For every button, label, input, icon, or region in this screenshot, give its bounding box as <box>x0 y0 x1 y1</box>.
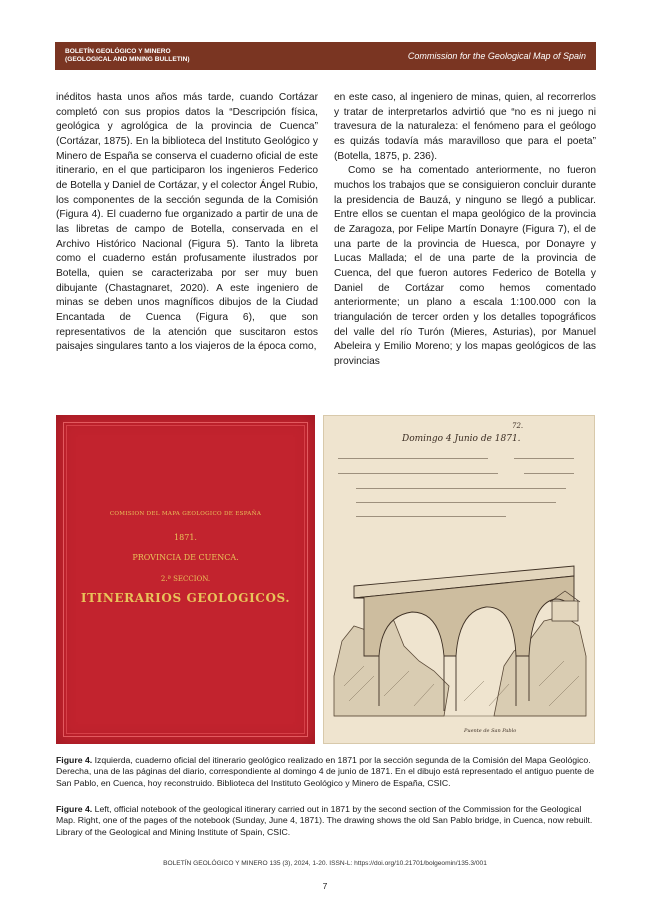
body-paragraph: Como se ha comentado anteriormente, no fueron muchos los trabajos que se consiguieron concluir durante la presidencia de Bauzá, y ninguno se llegó a publicar. Entre ellos se cuentan el mapa geológico de la provincia de Zaragoza, por Felipe Martín Donayre (Figura 7), el de una parte de la provincia de Huesca, por Donayre y Lucas Mallada; el de una parte de la provincia de Cuenca, del que fueron autores Federico de Botella y Daniel de Cortázar como hemos comentado anteriormente; un plano a escala 1:100.000 con la triangulación de tercer orden y los detalles topográficos del valle del río Turón (Mieres, Asturias), por Manuel Abeleira y Emilio Moreno; y los mapas geológicos de las provincias <box>334 165 596 367</box>
text-column-left <box>56 91 318 355</box>
notebook-date-heading: Domingo 4 Junio de 1871. <box>402 434 521 444</box>
footer-citation: BOLETÍN GEOLÓGICO Y MINERO 135 (3), 2024, 1-20. ISSN-L: https://doi.org/10.21701/bolgeomin/135.3/001 <box>163 860 487 867</box>
journal-name-en: (GEOLOGICAL AND MINING BULLETIN) <box>65 56 190 63</box>
journal-name <box>65 48 190 63</box>
san-pablo-bridge-drawing <box>324 416 595 744</box>
cover-year: 1871. <box>174 533 197 542</box>
caption-text: Left, official notebook of the geological itinerary carried out in 1871 by the second section of the Commission for the Geological Map. Right, one of the pages of the notebook (Sunday, June 4, 1871). The drawing shows the old San Pablo bridge, in Cuenca, now rebuilt. Library of the Geological and Mining Institute of Spain, CSIC. <box>56 804 593 837</box>
cover-main-title: ITINERARIOS GEOLOGICOS. <box>80 591 291 605</box>
body-paragraph: en este caso, al ingeniero de minas, quien, al recorrerlos y tratar de interpretarlos advirtió que “no es ni juego ni travesura de la naturaleza: el fenómeno para el geólogo es quizás todavía más maravilloso que para el poeta” (Botella, 1875, p. 236). <box>334 92 596 162</box>
text-column-right <box>334 91 596 369</box>
journal-header <box>55 42 596 70</box>
body-paragraph: inéditos hasta unos años más tarde, cuando Cortázar completó con sus propios datos la “Descripción física, geológica y agrológica de la provincia de Cuenca” (Cortázar, 1875). En la biblioteca del Instituto Geológico y Minero de España se conserva el cuaderno oficial de este itinerario, en el que participaron los ingenieros Federico de Botella y Daniel de Cortázar, y el colector Ángel Rubio, los componentes de la sección segunda de la Comisión (Figura 4). El cuaderno fue organizado a partir de una de las libretas de campo de Botella, conservada en el Archivo Histórico Nacional (Figura 5). Tanto la libreta como el cuaderno están profusamente ilustrados por Botella, quien se caracterizaba por ser muy buen dibujante (Chastagnaret, 2020). A este ingeniero de minas se deben unos magníficos dibujos de la Ciudad Encantada de Cuenca (Figura 6), que son representativos de la atención que suscitaron estos paisajes singulares tanto a los viajeros de la época como, <box>56 92 318 353</box>
cover-section: 2.ª SECCION. <box>160 575 211 583</box>
figure-caption-english <box>56 804 596 838</box>
cover-province: PROVINCIA DE CUENCA. <box>132 553 239 562</box>
notebook-page-photo <box>323 415 595 744</box>
drawing-caption-handwritten: Puente de San Pablo <box>464 728 517 734</box>
notebook-page-number: 72. <box>512 422 524 430</box>
notebook-cover-photo <box>56 415 315 744</box>
journal-name-es: BOLETÍN GEOLÓGICO Y MINERO <box>65 48 171 56</box>
caption-label: Figure 4. <box>56 804 93 814</box>
caption-label: Figure 4. <box>56 755 93 765</box>
header-section-title: Commission for the Geological Map of Spain <box>407 51 586 61</box>
cover-commission-title: COMISION DEL MAPA GEOLOGICO DE ESPAÑA <box>109 511 262 517</box>
caption-text: Izquierda, cuaderno oficial del itinerario geológico realizado en 1871 por la sección segunda de la Comisión del Mapa Geológico. Derecha, una de las páginas del diario, correspondiente al domingo 4 de junio de 1871. En el dibujo está representado el antiguo puente de San Pablo, en Cuenca, hoy reconstruido. Biblioteca del Instituto Geológico y Minero de España, CSIC. <box>56 755 595 788</box>
figure-caption-spanish <box>56 755 596 789</box>
page-number: 7 <box>322 881 328 891</box>
